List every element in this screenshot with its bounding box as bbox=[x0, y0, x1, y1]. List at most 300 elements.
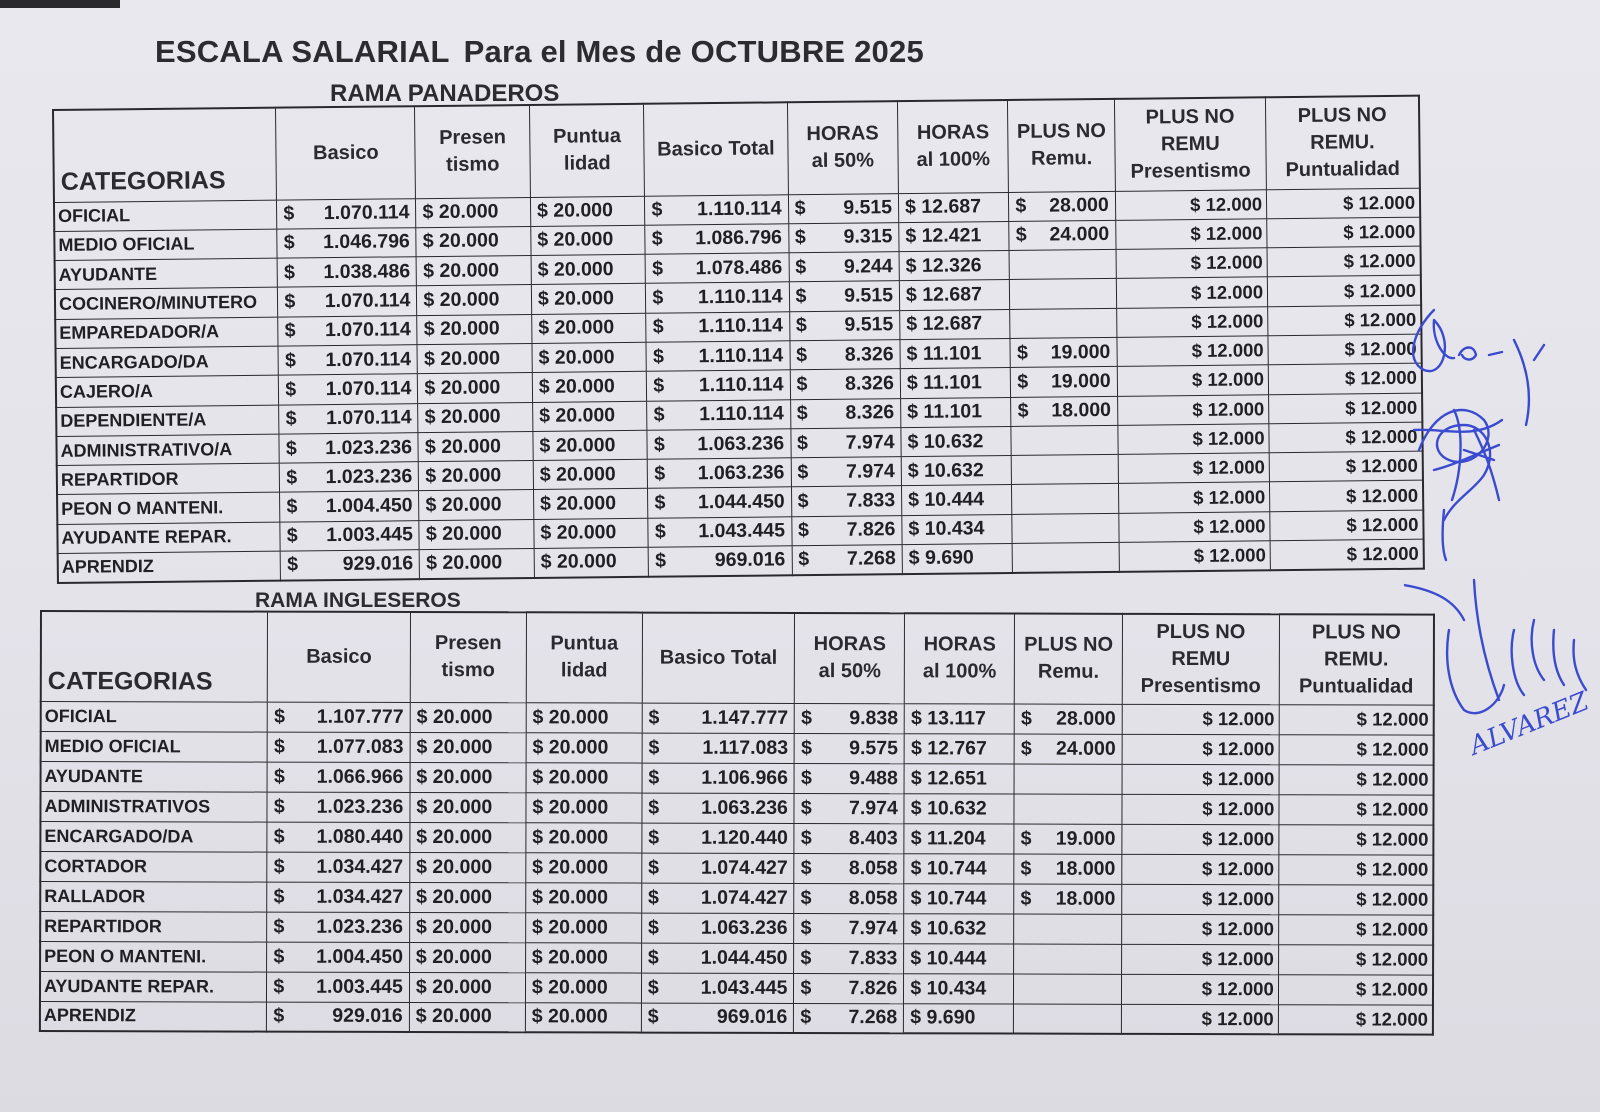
cell-plus-no-remu bbox=[1014, 824, 1122, 854]
title-main: ESCALA SALARIAL bbox=[155, 34, 450, 69]
table-row bbox=[40, 821, 1433, 855]
cell-plus-puntualidad: $ 12.000 bbox=[1278, 944, 1433, 974]
header-plus-puntualidad bbox=[1279, 614, 1434, 704]
cell-plus-no-remu-value: 19.000 bbox=[1050, 369, 1111, 393]
currency-sign: $ bbox=[283, 261, 296, 284]
cell-plus-puntualidad: $ 12.000 bbox=[1279, 794, 1434, 824]
cell-horas-50 bbox=[794, 913, 904, 943]
cell-basico-value: 1.004.450 bbox=[316, 945, 403, 968]
currency-sign: $ bbox=[273, 975, 285, 998]
cell-plus-no-remu bbox=[1012, 484, 1119, 514]
cell-plus-no-remu bbox=[1012, 455, 1119, 485]
cell-basico-total bbox=[647, 370, 790, 401]
currency-sign: $ bbox=[800, 976, 812, 999]
cell-basico-value: 1.038.486 bbox=[323, 259, 411, 283]
currency-sign: $ bbox=[653, 433, 665, 456]
cell-basico-total bbox=[646, 282, 789, 313]
currency-sign: $ bbox=[654, 521, 666, 544]
header-horas-50-line: HORAS bbox=[813, 633, 886, 656]
currency-sign: $ bbox=[647, 946, 659, 969]
cell-horas-50 bbox=[790, 369, 901, 399]
cell-horas-50 bbox=[794, 853, 904, 883]
cell-categoria: AYUDANTE REPAR. bbox=[57, 522, 280, 554]
cell-basico-value: 1.034.427 bbox=[316, 855, 404, 878]
cell-basico-total bbox=[642, 853, 795, 883]
cell-puntualidad: $ 20.000 bbox=[533, 489, 648, 519]
currency-sign: $ bbox=[273, 885, 285, 908]
cell-horas-50 bbox=[794, 943, 904, 973]
cell-basico-total-value: 1.110.114 bbox=[696, 197, 782, 221]
header-puntualidad-line: Puntua bbox=[550, 632, 619, 655]
header-puntualidad-line: lidad bbox=[560, 659, 608, 682]
cell-horas-50 bbox=[794, 793, 904, 823]
cell-categoria: APRENDIZ bbox=[40, 1001, 267, 1032]
currency-sign: $ bbox=[648, 736, 660, 759]
currency-sign: $ bbox=[287, 553, 299, 577]
cell-horas-100: $ 10.744 bbox=[904, 883, 1014, 913]
cell-categoria: AYUDANTE REPAR. bbox=[40, 971, 267, 1002]
cell-horas-50 bbox=[794, 763, 904, 793]
salary-table-ingleseros bbox=[39, 610, 1435, 1036]
cell-basico-total-value: 1.063.236 bbox=[697, 461, 785, 485]
cell-horas-50-value: 9.515 bbox=[844, 313, 894, 337]
cell-plus-no-remu bbox=[1010, 279, 1117, 309]
cell-horas-50-value: 8.326 bbox=[845, 401, 895, 424]
cell-horas-50-value: 8.058 bbox=[848, 856, 898, 879]
header-plus-presentismo-line: PLUS NO bbox=[1156, 620, 1246, 643]
cell-plus-puntualidad: $ 12.000 bbox=[1278, 914, 1433, 944]
cell-categoria: MEDIO OFICIAL bbox=[41, 731, 268, 762]
cell-plus-presentismo: $ 12.000 bbox=[1116, 306, 1268, 337]
cell-plus-no-remu bbox=[1014, 704, 1122, 734]
cell-plus-no-remu bbox=[1011, 367, 1118, 397]
header-plus-puntualidad-line: Puntualidad bbox=[1298, 675, 1414, 698]
cell-plus-puntualidad: $ 12.000 bbox=[1269, 393, 1423, 424]
cell-basico-value: 1.023.236 bbox=[316, 915, 404, 938]
cell-basico-total-value: 1.117.083 bbox=[702, 736, 789, 759]
currency-sign: $ bbox=[796, 431, 809, 454]
cell-categoria: REPARTIDOR bbox=[40, 911, 267, 942]
cell-basico-total-value: 1.074.427 bbox=[700, 886, 788, 909]
currency-sign: $ bbox=[274, 705, 286, 728]
cell-categoria: PEON O MANTENI. bbox=[57, 493, 280, 525]
cell-basico bbox=[278, 345, 417, 376]
cell-basico-total bbox=[641, 973, 794, 1003]
header-horas-50-line: HORAS bbox=[806, 122, 879, 146]
cell-plus-puntualidad: $ 12.000 bbox=[1270, 510, 1424, 541]
cell-horas-100: $ 9.690 bbox=[904, 1003, 1014, 1033]
document-title bbox=[155, 34, 924, 70]
cell-basico bbox=[280, 462, 419, 493]
cell-basico bbox=[278, 286, 417, 317]
cell-basico-value: 1.023.236 bbox=[325, 465, 413, 488]
cell-basico-total bbox=[647, 399, 790, 430]
header-horas-100-line: HORAS bbox=[916, 121, 990, 145]
cell-basico-total-value: 1.110.114 bbox=[697, 285, 783, 309]
salary-table-panaderos bbox=[52, 95, 1425, 584]
cell-categoria: CAJERO/A bbox=[56, 375, 279, 407]
cell-plus-presentismo: $ 12.000 bbox=[1118, 424, 1270, 455]
cell-basico-value: 929.016 bbox=[342, 552, 414, 576]
cell-plus-no-remu bbox=[1014, 944, 1122, 974]
cell-basico-value: 1.046.796 bbox=[322, 230, 410, 254]
currency-sign: $ bbox=[1020, 827, 1032, 850]
header-plus-no-remu bbox=[1014, 614, 1122, 704]
cell-plus-puntualidad: $ 12.000 bbox=[1279, 824, 1434, 854]
currency-sign: $ bbox=[654, 462, 666, 485]
currency-sign: $ bbox=[800, 796, 812, 819]
currency-sign: $ bbox=[1017, 370, 1029, 393]
currency-sign: $ bbox=[284, 290, 296, 313]
cell-basico-value: 1.003.445 bbox=[316, 975, 403, 998]
cell-basico-total bbox=[648, 458, 791, 489]
currency-sign: $ bbox=[800, 946, 812, 969]
header-plus-puntualidad-line: PLUS NO bbox=[1297, 103, 1387, 127]
currency-sign: $ bbox=[648, 766, 660, 789]
currency-sign: $ bbox=[796, 373, 808, 396]
cell-plus-no-remu-value: 19.000 bbox=[1055, 827, 1116, 850]
cell-horas-50-value: 8.326 bbox=[844, 372, 895, 395]
cell-horas-100: $ 12.421 bbox=[899, 221, 1010, 251]
header-plus-no-remu-line: PLUS NO bbox=[1016, 120, 1106, 144]
cell-categoria: ADMINISTRATIVOS bbox=[40, 791, 267, 822]
cell-horas-50-value: 9.515 bbox=[843, 196, 893, 219]
cell-basico-total bbox=[647, 429, 790, 460]
currency-sign: $ bbox=[1020, 707, 1032, 730]
currency-sign: $ bbox=[273, 945, 285, 968]
currency-sign: $ bbox=[647, 976, 659, 999]
cell-horas-100: $ 12.767 bbox=[904, 733, 1014, 763]
currency-sign: $ bbox=[648, 796, 660, 819]
cell-horas-100: $ 10.632 bbox=[904, 913, 1014, 943]
cell-presentismo: $ 20.000 bbox=[418, 402, 533, 432]
currency-sign: $ bbox=[652, 257, 664, 280]
cell-basico-total bbox=[645, 253, 788, 284]
cell-presentismo: $ 20.000 bbox=[409, 942, 525, 972]
cell-basico-total-value: 1.147.777 bbox=[701, 706, 789, 729]
cell-plus-presentismo: $ 12.000 bbox=[1118, 482, 1270, 513]
cell-basico-total bbox=[641, 913, 794, 943]
header-plus-no-remu-line: Remu. bbox=[1037, 660, 1100, 684]
cell-basico-total-value: 969.016 bbox=[716, 1006, 788, 1029]
cell-horas-50-value: 7.974 bbox=[845, 430, 895, 454]
cell-presentismo: $ 20.000 bbox=[417, 285, 532, 315]
cell-presentismo: $ 20.000 bbox=[418, 431, 533, 461]
cell-plus-puntualidad: $ 12.000 bbox=[1269, 451, 1423, 482]
cell-plus-presentismo: $ 12.000 bbox=[1122, 884, 1279, 914]
cell-categoria: OFICIAL bbox=[41, 701, 268, 732]
currency-sign: $ bbox=[800, 916, 812, 939]
currency-sign: $ bbox=[274, 735, 285, 758]
currency-sign: $ bbox=[648, 706, 660, 729]
currency-sign: $ bbox=[273, 855, 285, 878]
currency-sign: $ bbox=[655, 550, 667, 573]
cell-plus-no-remu-value: 19.000 bbox=[1050, 340, 1111, 364]
cell-plus-presentismo: $ 12.000 bbox=[1121, 1004, 1278, 1034]
cell-categoria: AYUDANTE bbox=[41, 761, 268, 792]
currency-sign: $ bbox=[1020, 887, 1032, 910]
header-puntualidad-line: Puntua bbox=[553, 125, 622, 149]
cell-presentismo: $ 20.000 bbox=[417, 256, 532, 286]
cell-puntualidad: $ 20.000 bbox=[532, 342, 647, 372]
header-basico: Basico bbox=[276, 106, 416, 199]
cell-basico-total bbox=[648, 517, 791, 548]
table-row bbox=[40, 851, 1433, 885]
cell-horas-50 bbox=[789, 281, 900, 311]
header-row bbox=[53, 96, 1420, 202]
currency-sign: $ bbox=[654, 491, 666, 514]
currency-sign: $ bbox=[651, 228, 663, 251]
cell-plus-no-remu-value: 18.000 bbox=[1051, 399, 1112, 422]
table-row bbox=[40, 971, 1433, 1005]
currency-sign: $ bbox=[648, 826, 660, 849]
cell-basico bbox=[279, 374, 418, 405]
currency-sign: $ bbox=[273, 825, 285, 848]
cell-horas-100: $ 10.434 bbox=[902, 514, 1013, 544]
cell-horas-100: $ 10.744 bbox=[904, 853, 1014, 883]
cell-horas-100: $ 12.687 bbox=[900, 309, 1011, 339]
header-plus-presentismo-line: REMU bbox=[1171, 647, 1231, 670]
currency-sign: $ bbox=[800, 766, 812, 789]
cell-plus-no-remu-value: 28.000 bbox=[1056, 707, 1116, 730]
cell-plus-presentismo: $ 12.000 bbox=[1122, 854, 1279, 884]
cell-horas-50 bbox=[794, 1003, 904, 1033]
cell-horas-50 bbox=[791, 486, 902, 516]
header-presentismo bbox=[410, 612, 526, 702]
header-plus-presentismo-line: Presentismo bbox=[1140, 674, 1261, 697]
currency-sign: $ bbox=[796, 402, 808, 425]
cell-plus-puntualidad: $ 12.000 bbox=[1268, 305, 1422, 336]
currency-sign: $ bbox=[800, 1006, 812, 1029]
currency-sign: $ bbox=[647, 1005, 659, 1028]
cell-basico-total-value: 1.120.440 bbox=[701, 826, 788, 849]
cell-basico-value: 1.023.236 bbox=[316, 795, 404, 818]
cell-presentismo: $ 20.000 bbox=[409, 1002, 525, 1032]
cell-horas-100: $ 10.632 bbox=[901, 426, 1012, 456]
cell-horas-50-value: 7.826 bbox=[848, 976, 898, 999]
cell-puntualidad: $ 20.000 bbox=[533, 459, 648, 489]
header-horas-50-line: al 50% bbox=[818, 660, 881, 683]
cell-plus-presentismo: $ 12.000 bbox=[1119, 512, 1271, 543]
cell-categoria: ENCARGADO/DA bbox=[56, 346, 279, 378]
header-plus-puntualidad-line: REMU. bbox=[1324, 648, 1389, 671]
cell-presentismo: $ 20.000 bbox=[417, 314, 532, 344]
cell-puntualidad: $ 20.000 bbox=[525, 912, 641, 942]
cell-basico bbox=[268, 732, 411, 762]
cell-basico-total bbox=[645, 224, 788, 255]
cell-basico-total-value: 1.110.114 bbox=[699, 402, 784, 426]
cell-plus-presentismo: $ 12.000 bbox=[1122, 974, 1279, 1004]
header-presentismo-line: tismo bbox=[441, 659, 495, 682]
cell-plus-no-remu bbox=[1010, 308, 1117, 338]
cell-plus-puntualidad: $ 12.000 bbox=[1278, 974, 1433, 1004]
table-row bbox=[40, 941, 1433, 975]
section-title-ingleseros: RAMA INGLESEROS bbox=[255, 589, 461, 612]
cell-plus-puntualidad: $ 12.000 bbox=[1270, 539, 1424, 570]
cell-horas-100: $ 11.101 bbox=[900, 338, 1011, 368]
header-categorias: CATEGORIAS bbox=[53, 108, 277, 202]
currency-sign: $ bbox=[273, 765, 285, 788]
cell-categoria: COCINERO/MINUTERO bbox=[55, 288, 278, 320]
cell-basico bbox=[280, 520, 419, 551]
cell-basico-value: 1.003.445 bbox=[326, 523, 414, 547]
cell-horas-100: $ 10.632 bbox=[901, 456, 1012, 486]
cell-basico-value: 929.016 bbox=[332, 1005, 403, 1028]
cell-plus-presentismo: $ 12.000 bbox=[1122, 734, 1279, 764]
cell-puntualidad: $ 20.000 bbox=[531, 254, 646, 284]
cell-categoria: OFICIAL bbox=[54, 200, 277, 232]
cell-plus-no-remu bbox=[1009, 249, 1116, 279]
header-plus-presentismo-line: PLUS NO bbox=[1145, 105, 1235, 129]
cell-horas-50 bbox=[795, 733, 905, 763]
cell-plus-puntualidad: $ 12.000 bbox=[1270, 481, 1424, 512]
cell-categoria: RALLADOR bbox=[40, 881, 267, 912]
cell-basico-total-value: 969.016 bbox=[714, 548, 786, 572]
cell-basico-total bbox=[642, 733, 795, 763]
header-basico-total: Basico Total bbox=[642, 613, 795, 703]
cell-plus-no-remu bbox=[1014, 914, 1122, 944]
cell-plus-no-remu-value: 24.000 bbox=[1049, 223, 1110, 246]
currency-sign: $ bbox=[800, 826, 812, 849]
cell-basico-value: 1.004.450 bbox=[325, 494, 413, 518]
cell-presentismo: $ 20.000 bbox=[420, 549, 535, 579]
cell-puntualidad: $ 20.000 bbox=[526, 852, 642, 882]
cell-categoria: MEDIO OFICIAL bbox=[54, 229, 277, 261]
cell-plus-presentismo: $ 12.000 bbox=[1122, 824, 1279, 854]
cell-puntualidad: $ 20.000 bbox=[534, 547, 649, 577]
cell-horas-50-value: 7.268 bbox=[846, 547, 896, 571]
cell-categoria: AYUDANTE bbox=[55, 258, 278, 290]
cell-plus-no-remu bbox=[1009, 191, 1116, 221]
cell-categoria: ENCARGADO/DA bbox=[40, 821, 267, 852]
currency-sign: $ bbox=[800, 886, 812, 909]
cell-basico-total bbox=[646, 311, 789, 342]
header-horas-50 bbox=[787, 101, 898, 194]
currency-sign: $ bbox=[648, 856, 660, 879]
cell-plus-puntualidad: $ 12.000 bbox=[1278, 1004, 1433, 1034]
cell-basico-total bbox=[641, 1003, 794, 1033]
cell-presentismo: $ 20.000 bbox=[410, 882, 526, 912]
cell-basico-total bbox=[642, 823, 795, 853]
cell-puntualidad: $ 20.000 bbox=[531, 284, 646, 314]
cell-plus-puntualidad: $ 12.000 bbox=[1266, 188, 1420, 219]
cell-horas-100: $ 12.687 bbox=[899, 280, 1010, 310]
cell-basico-total bbox=[646, 341, 789, 372]
cell-horas-50-value: 9.244 bbox=[843, 254, 893, 278]
cell-presentismo: $ 20.000 bbox=[410, 732, 526, 762]
cell-puntualidad: $ 20.000 bbox=[532, 372, 647, 402]
cell-basico-total-value: 1.110.114 bbox=[698, 314, 784, 338]
currency-sign: $ bbox=[794, 197, 806, 220]
cell-puntualidad: $ 20.000 bbox=[534, 518, 649, 548]
cell-basico bbox=[267, 1002, 410, 1032]
cell-presentismo: $ 20.000 bbox=[419, 461, 534, 491]
cell-categoria: DEPENDIENTE/A bbox=[56, 405, 279, 437]
currency-sign: $ bbox=[652, 286, 664, 309]
cell-presentismo: $ 20.000 bbox=[419, 490, 534, 520]
cell-horas-50-value: 9.315 bbox=[843, 225, 893, 249]
header-horas-100-line: al 100% bbox=[922, 660, 997, 683]
header-plus-puntualidad-line: REMU. bbox=[1310, 130, 1375, 154]
cell-basico-value: 1.070.114 bbox=[325, 377, 412, 401]
cell-plus-presentismo: $ 12.000 bbox=[1116, 277, 1268, 308]
cell-plus-presentismo: $ 12.000 bbox=[1122, 914, 1279, 944]
cell-plus-puntualidad: $ 12.000 bbox=[1279, 704, 1434, 734]
photo-corner-mark bbox=[0, 0, 120, 8]
cell-puntualidad: $ 20.000 bbox=[526, 882, 642, 912]
table-row bbox=[40, 791, 1433, 825]
cell-basico-total-value: 1.106.966 bbox=[701, 766, 789, 789]
cell-basico-total bbox=[642, 763, 795, 793]
currency-sign: $ bbox=[285, 407, 297, 430]
signature-lettering: ALVAREZ bbox=[1465, 686, 1593, 762]
cell-horas-50 bbox=[792, 545, 903, 575]
cell-horas-50-value: 7.974 bbox=[848, 796, 898, 819]
currency-sign: $ bbox=[284, 319, 296, 342]
cell-horas-100: $ 11.204 bbox=[904, 823, 1014, 853]
currency-sign: $ bbox=[283, 202, 295, 225]
header-plus-presentismo bbox=[1114, 97, 1266, 191]
header-row bbox=[41, 611, 1434, 705]
header-horas-100 bbox=[905, 613, 1015, 703]
cell-horas-50 bbox=[789, 252, 900, 282]
cell-horas-50 bbox=[795, 703, 905, 733]
cell-basico-total bbox=[642, 793, 795, 823]
header-horas-100-line: HORAS bbox=[923, 633, 996, 656]
cell-horas-50 bbox=[790, 398, 901, 428]
cell-basico-value: 1.034.427 bbox=[316, 885, 404, 908]
currency-sign: $ bbox=[1015, 224, 1027, 247]
currency-sign: $ bbox=[283, 231, 295, 255]
cell-presentismo: $ 20.000 bbox=[410, 702, 526, 732]
cell-horas-50-value: 7.833 bbox=[848, 946, 898, 969]
cell-basico-total bbox=[649, 546, 792, 577]
cell-categoria: PEON O MANTENI. bbox=[40, 941, 267, 972]
cell-puntualidad: $ 20.000 bbox=[526, 822, 642, 852]
cell-plus-puntualidad: $ 12.000 bbox=[1267, 217, 1421, 248]
currency-sign: $ bbox=[647, 916, 659, 939]
currency-sign: $ bbox=[653, 374, 665, 397]
header-plus-no-remu bbox=[1008, 99, 1115, 192]
cell-basico-total-value: 1.078.486 bbox=[695, 256, 783, 280]
cell-presentismo: $ 20.000 bbox=[416, 226, 531, 256]
cell-plus-no-remu bbox=[1014, 734, 1122, 764]
title-month: Para el Mes de OCTUBRE 2025 bbox=[463, 34, 924, 69]
header-basico: Basico bbox=[268, 612, 411, 702]
cell-horas-100: $ 11.101 bbox=[900, 368, 1011, 398]
cell-presentismo: $ 20.000 bbox=[419, 519, 534, 549]
cell-basico bbox=[279, 403, 418, 434]
cell-basico-value: 1.023.236 bbox=[325, 435, 413, 459]
cell-horas-50 bbox=[790, 340, 901, 370]
table-row bbox=[40, 1001, 1433, 1035]
cell-basico bbox=[278, 315, 417, 346]
cell-horas-50 bbox=[790, 428, 901, 458]
currency-sign: $ bbox=[648, 886, 659, 909]
header-presentismo-line: Presen bbox=[434, 632, 502, 655]
cell-basico bbox=[268, 702, 411, 732]
currency-sign: $ bbox=[798, 548, 810, 571]
cell-horas-50-value: 8.326 bbox=[844, 342, 894, 366]
cell-presentismo: $ 20.000 bbox=[409, 972, 525, 1002]
currency-sign: $ bbox=[285, 378, 297, 401]
cell-basico-total-value: 1.063.236 bbox=[700, 916, 788, 939]
header-presentismo-line: Presen bbox=[439, 126, 506, 150]
cell-horas-100: $ 12.687 bbox=[898, 192, 1009, 222]
cell-basico bbox=[267, 852, 410, 882]
header-plus-presentismo-line: REMU bbox=[1160, 132, 1220, 156]
cell-plus-presentismo: $ 12.000 bbox=[1117, 336, 1269, 367]
